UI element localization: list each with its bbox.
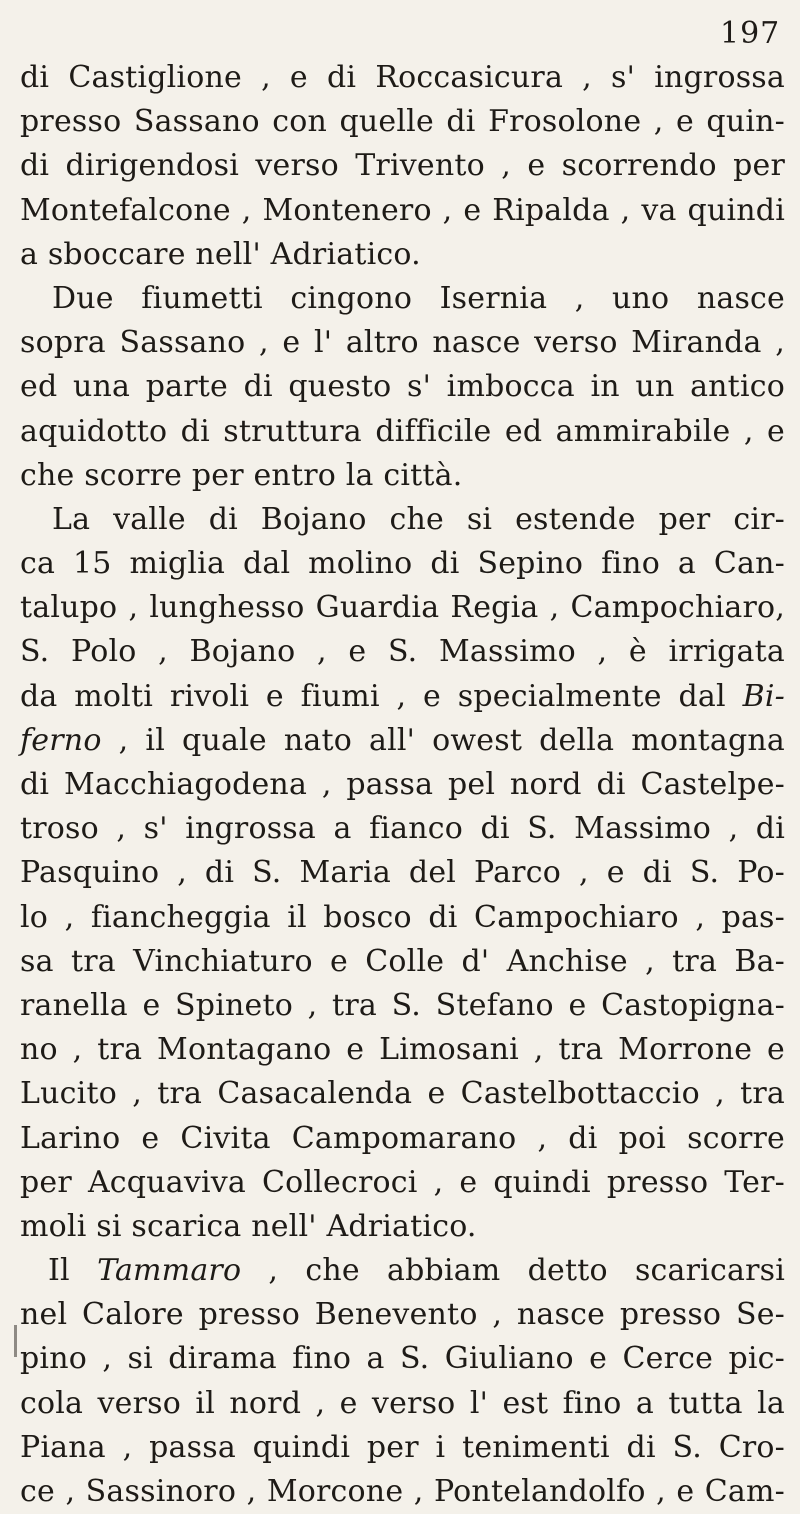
text-line: ranella e Spineto , tra S. Stefano e Castopigna- xyxy=(20,987,785,1023)
page-number: 197 xyxy=(720,16,781,51)
text-fragment: , il quale nato all' owest della montagna xyxy=(101,722,785,758)
text-line: di dirigendosi verso Trivento , e scorrendo per xyxy=(20,148,785,184)
text-fragment: , che abbiam detto scaricarsi xyxy=(241,1253,785,1289)
text-line: presso Sassano con quelle di Frosolone , e quin- xyxy=(20,104,785,140)
text-line: moli si scarica nell' Adriatico. xyxy=(20,1208,477,1244)
text-line: di Macchiagodena , passa pel nord di Castelpe- xyxy=(20,767,785,802)
text-line: Pasquino , di S. Maria del Parco , e di S. Po- xyxy=(20,855,785,891)
text-line: Lucito , tra Casacalenda e Castelbottaccio , tra xyxy=(20,1076,785,1112)
river-name-tammaro: Tammaro xyxy=(97,1253,242,1289)
text-line: Montefalcone , Montenero , e Ripalda , va quindi xyxy=(20,192,785,228)
text-fragment: Il xyxy=(48,1253,70,1289)
text-line: ce , Sassinoro , Morcone , Pontelandolfo , e Cam- xyxy=(20,1474,785,1509)
text-line xyxy=(20,719,785,763)
text-line xyxy=(20,675,785,719)
text-line: che scorre per entro la città. xyxy=(20,457,463,493)
paragraph-start-line: La valle di Bojano che si estende per cir- xyxy=(52,501,785,537)
text-line: ed una parte di questo s' imbocca in un antico xyxy=(20,369,785,405)
text-line: aquidotto di struttura difficile ed ammirabile , e xyxy=(20,413,785,449)
text-line: troso , s' ingrossa a fianco di S. Massimo , di xyxy=(20,811,785,847)
text-line: a sboccare nell' Adriatico. xyxy=(20,236,421,272)
text-line: Larino e Civita Campomarano , di poi scorre xyxy=(20,1120,785,1156)
margin-mark xyxy=(14,1325,33,1357)
paragraph-start-line xyxy=(20,1249,785,1293)
text-line: per Acquaviva Collecroci , e quindi presso Ter- xyxy=(20,1164,785,1200)
text-line: pino , si dirama fino a S. Giuliano e Cerce pic- xyxy=(20,1341,785,1377)
river-name-biferno-end: ferno xyxy=(20,722,102,758)
text-line: Piana , passa quindi per i tenimenti di S. Cro- xyxy=(20,1429,785,1465)
river-name-biferno: Bi- xyxy=(742,678,785,714)
text-line: ca 15 miglia dal molino di Sepino fino a Can- xyxy=(20,546,785,582)
text-line: lo , fiancheggia il bosco di Campochiaro , pas- xyxy=(20,899,785,935)
text-line: cola verso il nord , e verso l' est fino a tutta la xyxy=(20,1385,785,1421)
text-line: sa tra Vinchiaturo e Colle d' Anchise , tra Ba- xyxy=(20,943,785,979)
text-line: nel Calore presso Benevento , nasce presso Se- xyxy=(20,1297,785,1333)
body-text xyxy=(20,56,785,1514)
text-line: S. Polo , Bojano , e S. Massimo , è irrigata xyxy=(20,634,785,670)
text-line: talupo , lunghesso Guardia Regia , Campochiaro, xyxy=(20,590,785,626)
paragraph-start-line: Due fiumetti cingono Isernia , uno nasce xyxy=(52,280,785,316)
text-fragment: da molti rivoli e fiumi , e specialmente dal xyxy=(20,678,726,714)
text-line: no , tra Montagano e Limosani , tra Morrone e xyxy=(20,1032,785,1068)
text-line: sopra Sassano , e l' altro nasce verso Miranda , xyxy=(20,325,785,361)
text-line: di Castiglione , e di Roccasicura , s' ingrossa xyxy=(20,60,785,95)
